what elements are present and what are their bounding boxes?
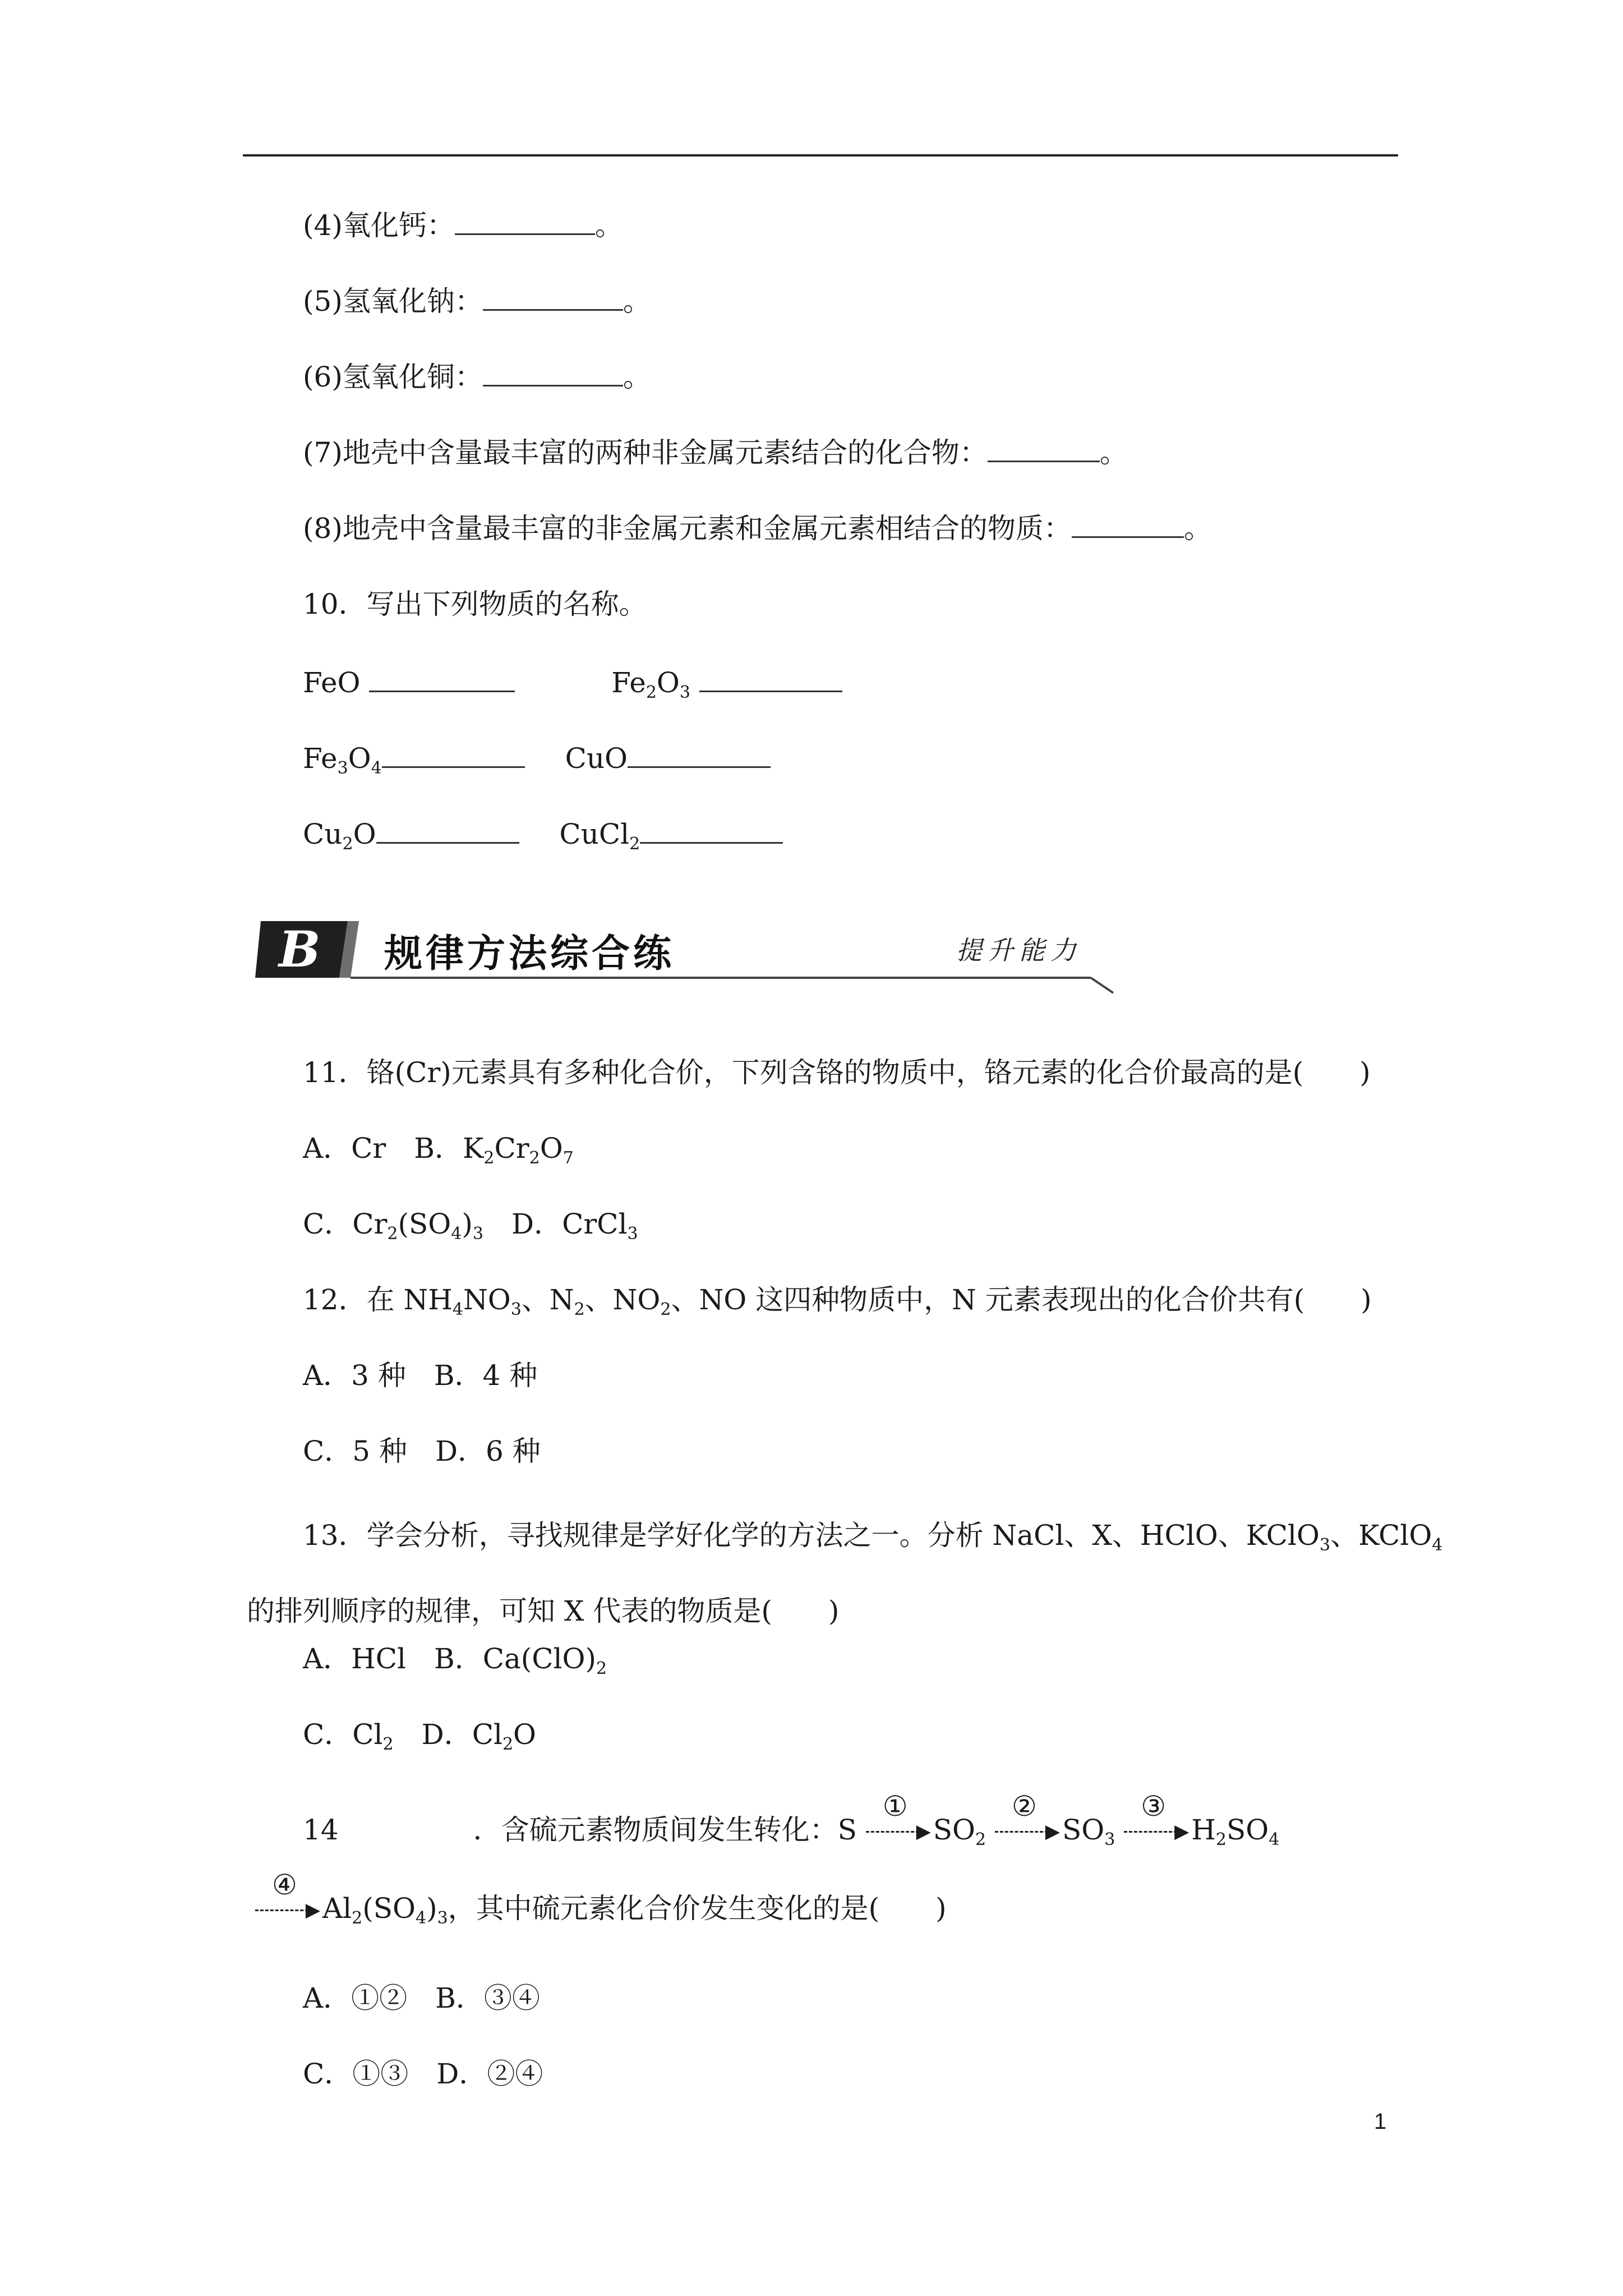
answer-blank[interactable]: [483, 362, 623, 386]
q11-options-ab: A．Cr B．$K_2Cr_2O_7$: [303, 1132, 574, 1168]
q10-row-1: FeO $Fe_2O_3$: [303, 665, 842, 701]
answer-blank[interactable]: [483, 287, 623, 311]
question-13-stem-line2: 的排列顺序的规律，可知 X 代表的物质是( ): [247, 1595, 840, 1627]
answer-blank[interactable]: [376, 820, 519, 844]
reaction-arrow-2: ② ▶: [995, 1812, 1062, 1848]
section-badge-letter: B: [279, 920, 321, 978]
page-number: 1: [1374, 2109, 1387, 2134]
q13-options-ab: A．HCl B．$Ca(ClO)_2$: [303, 1642, 607, 1678]
q14-options-cd: C．①③ D．②④: [303, 2058, 543, 2090]
reaction-arrow-3: ③ ▶: [1124, 1812, 1191, 1848]
q10-row-2: $Fe_3O_4$ CuO: [303, 740, 771, 776]
answer-blank[interactable]: [699, 668, 842, 692]
question-12-stem: 12．在 $NH_4NO_3$、$N_2$、$NO_2$、NO 这四种物质中，N 元素表现出的化合价共有( ): [303, 1283, 1372, 1319]
answer-blank[interactable]: [988, 438, 1100, 462]
item-7: (7)地壳中含量最丰富的两种非金属元素结合的化合物： 。: [303, 436, 1128, 469]
reaction-arrow-4: ④ ▶: [255, 1890, 322, 1926]
q11-options-cd: C．$Cr_2(SO_4)_3$ D．CrCl$_3$: [303, 1208, 638, 1244]
q10-row-3: $Cu_2O$ CuCl$_2$: [303, 816, 783, 852]
answer-blank[interactable]: [640, 820, 783, 844]
reaction-arrow-1: ① ▶: [866, 1812, 933, 1848]
item-5: (5)氢氧化钠： 。: [303, 285, 651, 318]
question-10-title: 10．写出下列物质的名称。: [303, 588, 647, 620]
q13-options-cd: C．$Cl_2$ D．$Cl_2O$: [303, 1718, 537, 1754]
question-11-stem: 11．铬(Cr)元素具有多种化合价，下列含铬的物质中，铬元素的化合价最高的是( ): [303, 1056, 1371, 1089]
answer-blank[interactable]: [369, 668, 515, 692]
answer-blank[interactable]: [1072, 514, 1184, 538]
question-14-line2: ④ ▶ $Al_2(SO_4)_3$，其中硫元素化合价发生变化的是( ): [255, 1890, 947, 1926]
question-14-line1: 14 ．含硫元素物质间发生转化：S ① ▶ $SO_2$ ② ▶ $SO_3$ ③ ▶ $H_2SO_4$: [303, 1790, 1280, 1849]
section-subtitle: 提升能力: [956, 935, 1082, 965]
q12-options-ab: A．3 种 B．4 种: [303, 1359, 538, 1392]
answer-blank[interactable]: [455, 211, 595, 235]
item-6: (6)氢氧化铜： 。: [303, 361, 651, 393]
question-13-stem-line1: 13．学会分析，寻找规律是学好化学的方法之一。分析 NaCl、X、HClO、KClO$_3$、KClO$_4$: [303, 1519, 1443, 1555]
q14-options-ab: A．①② B．③④: [303, 1982, 540, 2014]
item-4: (4)氧化钙： 。: [303, 209, 623, 242]
answer-blank[interactable]: [382, 744, 525, 768]
section-banner: [255, 913, 1119, 997]
q12-options-cd: C．5 种 D．6 种: [303, 1435, 541, 1467]
header-rule: [243, 154, 1398, 157]
section-title: 规律方法综合练: [384, 932, 675, 976]
answer-blank[interactable]: [628, 744, 771, 768]
item-8: (8)地壳中含量最丰富的非金属元素和金属元素相结合的物质： 。: [303, 512, 1212, 545]
